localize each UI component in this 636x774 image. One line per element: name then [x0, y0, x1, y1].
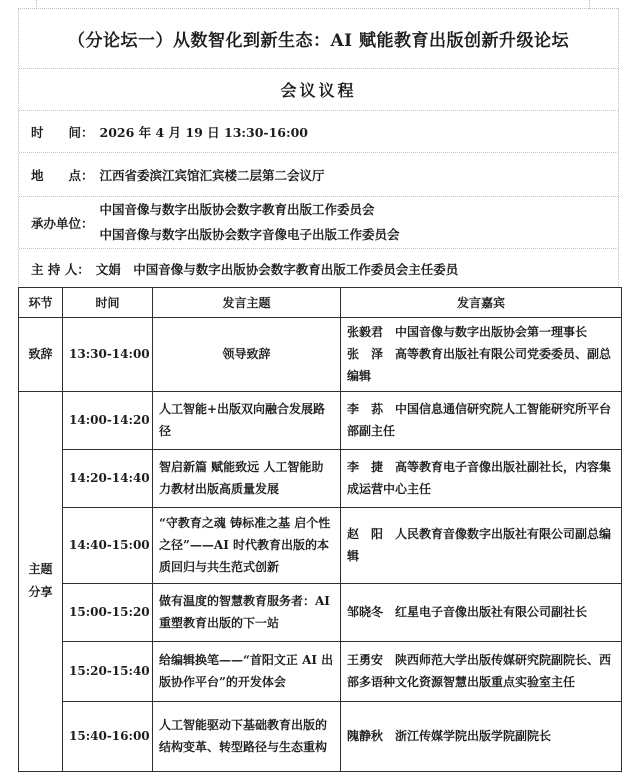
- agenda-row-talk-1: [19, 391, 622, 449]
- info-row-location: [19, 153, 618, 197]
- agenda-row-talk-6: [19, 701, 622, 771]
- guest-cell: [341, 641, 622, 701]
- time-cell: 15:20-15:40: [63, 641, 153, 701]
- forum-title: （分论坛一）从数智化到新生态：AI 赋能教育出版创新升级论坛: [67, 31, 570, 51]
- stage-cell-theme-sharing: 主题分享: [19, 391, 63, 771]
- header-cell-guest: 发言嘉宾: [341, 288, 622, 318]
- time-cell: 14:20-14:40: [63, 449, 153, 507]
- agenda-table: [18, 287, 622, 772]
- topic-cell: 做有温度的智慧教育服务者：AI 重塑教育出版的下一站: [153, 583, 341, 641]
- guest-cell: [341, 583, 622, 641]
- location-value: 江西省委滨江宾馆汇宾楼二层第二会议厅: [99, 167, 325, 183]
- location-label: 地 点：: [31, 167, 94, 183]
- agenda-row-talk-3: [19, 507, 622, 583]
- organizer-values: [100, 198, 400, 247]
- guest-line: 邹晓冬 红星电子音像出版社有限公司副社长: [347, 604, 588, 619]
- topic-cell: 人工智能+出版双向融合发展路径: [153, 391, 341, 449]
- host-value: 文娟 中国音像与数字出版协会数字教育出版工作委员会主任委员: [95, 261, 459, 277]
- agenda-heading: 会议议程: [280, 81, 357, 100]
- guest-cell: [341, 701, 622, 771]
- time-cell: 14:40-15:00: [63, 507, 153, 583]
- organizer-label: 承办单位：: [31, 215, 94, 231]
- info-row-time: [19, 111, 618, 153]
- topic-cell: 智启新篇 赋能致远 人工智能助力教材出版高质量发展: [153, 449, 341, 507]
- time-value: 2026 年 4 月 19 日 13:30-16:00: [99, 124, 309, 140]
- agenda-heading-row: [19, 69, 618, 111]
- header-cell-topic: 发言主题: [153, 288, 341, 318]
- host-label: 主 持 人：: [31, 261, 90, 277]
- guest-line: 赵 阳 人民教育音像数字出版社有限公司副总编辑: [347, 526, 612, 564]
- agenda-row-opening: [19, 318, 622, 392]
- agenda-header-section: [18, 8, 619, 288]
- topic-cell: “守教育之魂 铸标准之基 启个性之径”——AI 时代教育出版的本质回归与共生范式创新: [153, 507, 341, 583]
- guest-cell: [341, 507, 622, 583]
- info-row-host: [19, 249, 618, 288]
- time-cell: 14:00-14:20: [63, 391, 153, 449]
- forum-title-row: [19, 9, 618, 69]
- guest-line: 王勇安 陕西师范大学出版传媒研究院副院长、西部多语种文化资源智慧出版重点实验室主任: [347, 652, 612, 690]
- organizer-value-2: 中国音像与数字出版协会数字音像电子出版工作委员会: [99, 226, 400, 242]
- organizer-value-1: 中国音像与数字出版协会数字教育出版工作委员会: [99, 202, 375, 218]
- guest-cell: [341, 449, 622, 507]
- guest-line: 隗静秋 浙江传媒学院出版学院副院长: [347, 728, 552, 743]
- time-label: 时 间：: [31, 124, 94, 140]
- guest-line: 李 捷 高等教育电子音像出版社副社长，内容集成运营中心主任: [347, 459, 612, 497]
- agenda-row-talk-4: [19, 583, 622, 641]
- info-row-organizer: [19, 197, 618, 249]
- agenda-table-header-row: [19, 288, 622, 318]
- topic-cell: 人工智能驱动下基础教育出版的结构变革、转型路径与生态重构: [153, 701, 341, 771]
- agenda-row-talk-5: [19, 641, 622, 701]
- stage-cell-opening: 致辞: [19, 318, 63, 392]
- guest-line: 张毅君 中国音像与数字出版协会第一理事长: [347, 325, 588, 339]
- header-cell-stage: 环节: [19, 288, 63, 318]
- time-cell: 15:40-16:00: [63, 701, 153, 771]
- time-cell: 15:00-15:20: [63, 583, 153, 641]
- topic-cell: 给编辑换笔——“首阳文正 AI 出版协作平台”的开发体会: [153, 641, 341, 701]
- time-cell: 13:30-14:00: [63, 318, 153, 392]
- guest-line: 张 泽 高等教育出版社有限公司党委委员、副总编辑: [347, 347, 612, 384]
- guest-cell: [341, 391, 622, 449]
- topic-cell: 领导致辞: [153, 318, 341, 392]
- agenda-row-talk-2: [19, 449, 622, 507]
- header-cell-time: 时间: [63, 288, 153, 318]
- guest-cell: [341, 318, 622, 392]
- guest-line: 李 荪 中国信息通信研究院人工智能研究所平台部副主任: [347, 401, 612, 439]
